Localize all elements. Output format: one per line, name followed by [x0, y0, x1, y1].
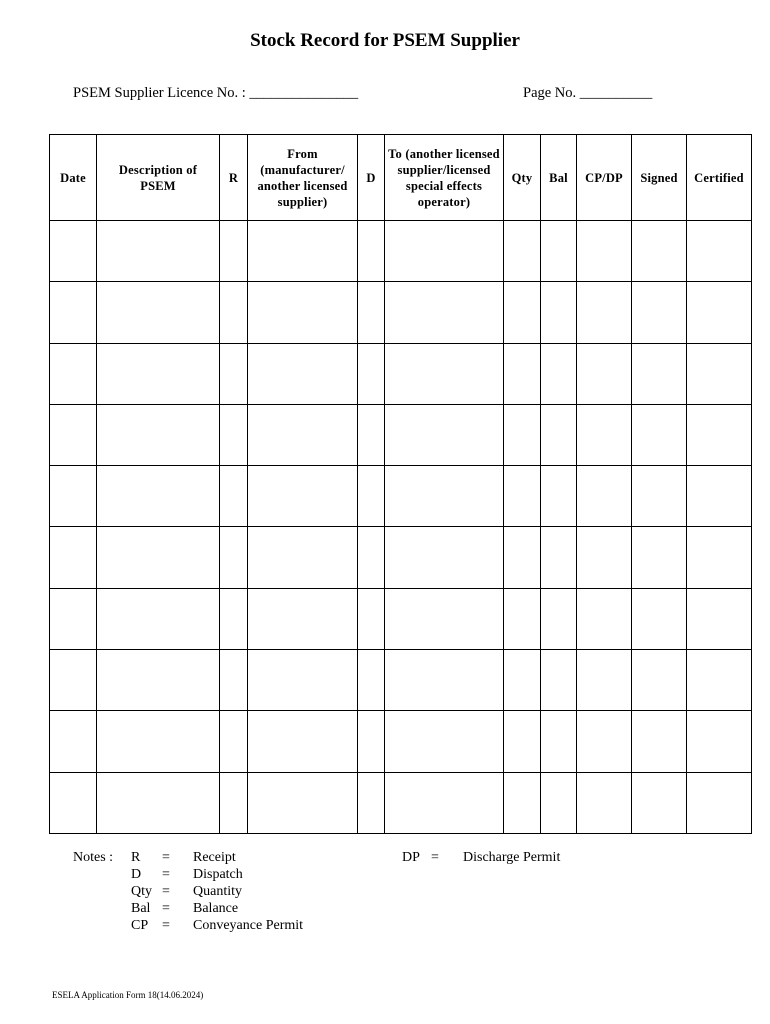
table-row — [50, 221, 752, 282]
table-cell[interactable] — [220, 343, 248, 404]
column-header-cpdp: CP/DP — [577, 135, 632, 221]
table-cell[interactable] — [97, 772, 220, 833]
table-cell[interactable] — [385, 404, 504, 465]
table-cell[interactable] — [632, 650, 687, 711]
form-footer: ESELA Application Form 18(14.06.2024) — [52, 990, 204, 1000]
table-cell[interactable] — [577, 221, 632, 282]
table-cell[interactable] — [97, 527, 220, 588]
table-cell[interactable] — [687, 772, 752, 833]
note-meaning: Receipt — [193, 850, 236, 865]
table-cell[interactable] — [504, 588, 541, 649]
table-cell[interactable] — [632, 466, 687, 527]
note-meaning: Balance — [193, 901, 239, 916]
column-header-date: Date — [50, 135, 97, 221]
table-cell[interactable] — [504, 650, 541, 711]
table-cell[interactable] — [50, 221, 97, 282]
table-cell[interactable] — [358, 466, 385, 527]
table-cell[interactable] — [50, 343, 97, 404]
table-cell[interactable] — [632, 343, 687, 404]
table-cell[interactable] — [385, 772, 504, 833]
table-cell[interactable] — [220, 711, 248, 772]
table-cell[interactable] — [248, 221, 358, 282]
column-header-dispatch: D — [358, 135, 385, 221]
table-cell[interactable] — [632, 282, 687, 343]
table-cell[interactable] — [358, 650, 385, 711]
table-cell[interactable] — [385, 527, 504, 588]
table-cell[interactable] — [248, 404, 358, 465]
table-cell[interactable] — [632, 404, 687, 465]
table-cell[interactable] — [541, 221, 577, 282]
table-cell[interactable] — [248, 466, 358, 527]
table-cell[interactable] — [220, 282, 248, 343]
table-cell[interactable] — [50, 772, 97, 833]
table-cell[interactable] — [50, 527, 97, 588]
table-cell[interactable] — [541, 588, 577, 649]
note-eq-dp: = — [431, 850, 439, 865]
table-cell[interactable] — [50, 588, 97, 649]
table-cell[interactable] — [577, 343, 632, 404]
table-cell[interactable] — [97, 282, 220, 343]
table-cell[interactable] — [358, 221, 385, 282]
table-cell[interactable] — [541, 466, 577, 527]
stock-record-table — [49, 134, 752, 834]
table-cell[interactable] — [577, 772, 632, 833]
table-cell[interactable] — [385, 282, 504, 343]
column-header-bal: Bal — [541, 135, 577, 221]
table-cell[interactable] — [50, 466, 97, 527]
table-cell[interactable] — [687, 282, 752, 343]
table-cell[interactable] — [248, 282, 358, 343]
table-cell[interactable] — [632, 772, 687, 833]
table-cell[interactable] — [50, 650, 97, 711]
table-cell[interactable] — [248, 711, 358, 772]
table-cell[interactable] — [358, 282, 385, 343]
table-cell[interactable] — [687, 527, 752, 588]
table-cell[interactable] — [687, 588, 752, 649]
table-cell[interactable] — [577, 466, 632, 527]
table-cell[interactable] — [358, 527, 385, 588]
table-cell[interactable] — [541, 343, 577, 404]
table-cell[interactable] — [504, 466, 541, 527]
table-cell[interactable] — [220, 221, 248, 282]
table-cell[interactable] — [541, 650, 577, 711]
notes-equals — [162, 849, 170, 934]
table-cell[interactable] — [220, 650, 248, 711]
table-cell[interactable] — [504, 221, 541, 282]
column-header-certified: Certified — [687, 135, 752, 221]
table-cell[interactable] — [50, 711, 97, 772]
table-row — [50, 711, 752, 772]
table-cell[interactable] — [97, 650, 220, 711]
notes-abbreviations — [131, 849, 152, 934]
notes-label: Notes : — [73, 850, 114, 865]
table-row — [50, 588, 752, 649]
notes-meanings — [193, 849, 303, 934]
table-cell[interactable] — [385, 588, 504, 649]
page-title: Stock Record for PSEM Supplier — [250, 30, 520, 51]
note-eq: = — [162, 884, 170, 899]
column-header-from: From (manufacturer/ another licensed supplier) — [248, 135, 358, 221]
table-cell[interactable] — [541, 282, 577, 343]
note-abbr: R — [131, 850, 141, 865]
table-cell[interactable] — [248, 343, 358, 404]
table-cell[interactable] — [687, 404, 752, 465]
note-eq: = — [162, 918, 170, 933]
table-cell[interactable] — [504, 711, 541, 772]
table-cell[interactable] — [385, 343, 504, 404]
table-header-row — [50, 135, 752, 221]
table-cell[interactable] — [97, 343, 220, 404]
table-cell[interactable] — [577, 282, 632, 343]
table-cell[interactable] — [385, 466, 504, 527]
note-meaning-dp: Discharge Permit — [463, 850, 561, 865]
table-cell[interactable] — [220, 772, 248, 833]
table-cell[interactable] — [632, 527, 687, 588]
table-cell[interactable] — [220, 588, 248, 649]
table-cell[interactable] — [248, 588, 358, 649]
table-cell[interactable] — [504, 527, 541, 588]
table-cell[interactable] — [504, 343, 541, 404]
column-header-qty: Qty — [504, 135, 541, 221]
table-cell[interactable] — [632, 588, 687, 649]
table-cell[interactable] — [97, 466, 220, 527]
table-cell[interactable] — [97, 221, 220, 282]
note-abbr-dp: DP — [402, 850, 420, 865]
table-cell[interactable] — [97, 711, 220, 772]
table-cell[interactable] — [220, 404, 248, 465]
table-cell[interactable] — [358, 711, 385, 772]
table-cell[interactable] — [248, 527, 358, 588]
note-eq: = — [162, 850, 170, 865]
table-cell[interactable] — [687, 650, 752, 711]
column-header-receipt: R — [220, 135, 248, 221]
table-cell[interactable] — [358, 343, 385, 404]
table-cell[interactable] — [687, 466, 752, 527]
table-cell[interactable] — [50, 404, 97, 465]
column-header-description: Description of PSEM — [97, 135, 220, 221]
table-cell[interactable] — [385, 650, 504, 711]
table-cell[interactable] — [541, 772, 577, 833]
table-row — [50, 404, 752, 465]
note-abbr: D — [131, 867, 142, 882]
column-header-signed: Signed — [632, 135, 687, 221]
table-cell[interactable] — [358, 404, 385, 465]
table-cell[interactable] — [577, 711, 632, 772]
page-number-field: Page No. __________ — [523, 85, 653, 101]
table-cell[interactable] — [97, 588, 220, 649]
table-cell[interactable] — [385, 221, 504, 282]
table-row — [50, 466, 752, 527]
table-cell[interactable] — [541, 711, 577, 772]
note-meaning: Dispatch — [193, 867, 243, 882]
note-eq: = — [162, 901, 170, 916]
table-cell[interactable] — [248, 650, 358, 711]
table-cell[interactable] — [632, 711, 687, 772]
table-cell[interactable] — [358, 772, 385, 833]
table-cell[interactable] — [50, 282, 97, 343]
table-cell[interactable] — [504, 282, 541, 343]
table-body — [50, 221, 752, 834]
table-cell[interactable] — [577, 527, 632, 588]
note-meaning: Conveyance Permit — [193, 918, 304, 933]
table-cell[interactable] — [358, 588, 385, 649]
licence-number-field: PSEM Supplier Licence No. : _______________ — [73, 85, 359, 101]
table-cell[interactable] — [97, 404, 220, 465]
table-cell[interactable] — [687, 343, 752, 404]
table-cell[interactable] — [687, 711, 752, 772]
note-abbr: CP — [131, 918, 149, 933]
table-cell[interactable] — [541, 404, 577, 465]
table-row — [50, 650, 752, 711]
table-cell[interactable] — [577, 650, 632, 711]
note-meaning: Quantity — [193, 884, 242, 899]
column-header-to: To (another licensed supplier/licensed special effects operator) — [385, 135, 504, 221]
table-row — [50, 343, 752, 404]
table-cell[interactable] — [632, 221, 687, 282]
table-cell[interactable] — [541, 527, 577, 588]
table-cell[interactable] — [220, 527, 248, 588]
table-cell[interactable] — [687, 221, 752, 282]
table-cell[interactable] — [577, 588, 632, 649]
table-row — [50, 772, 752, 833]
table-cell[interactable] — [220, 466, 248, 527]
note-abbr: Qty — [131, 884, 152, 899]
note-abbr: Bal — [131, 901, 151, 916]
table-cell[interactable] — [577, 404, 632, 465]
table-cell[interactable] — [248, 772, 358, 833]
note-eq: = — [162, 867, 170, 882]
table-row — [50, 282, 752, 343]
table-cell[interactable] — [504, 404, 541, 465]
table-cell[interactable] — [385, 711, 504, 772]
table-row — [50, 527, 752, 588]
table-cell[interactable] — [504, 772, 541, 833]
